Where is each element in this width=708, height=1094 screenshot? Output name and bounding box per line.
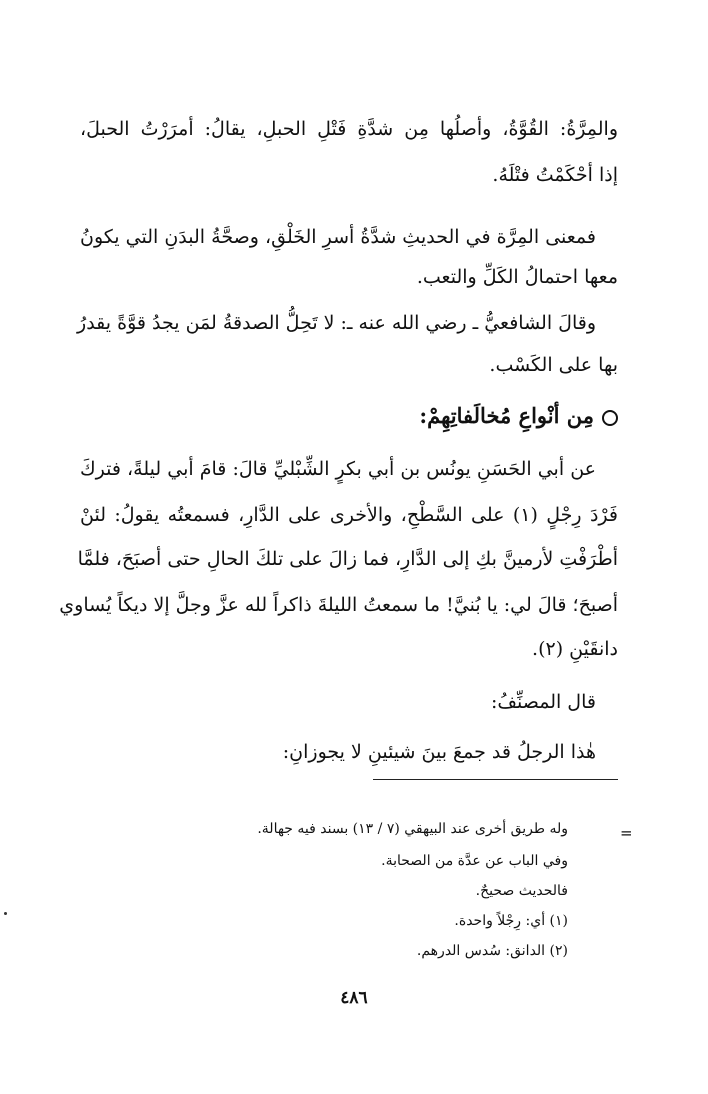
section-heading-text: مِن أنْواعِ مُخالَفاتِهِمْ: [419,403,594,428]
margin-dot [4,912,7,915]
footnote-line: وفي الباب عن عدَّة من الصحابة. [381,853,568,869]
footnote-divider [373,779,618,780]
continuation-mark: = [620,824,633,842]
body-line: إذا أحْكَمْتُ فتْلَهُ. [492,164,618,186]
body-line: أطْرَفْتِ لأرمينَّ بكِ إلى الدَّارِ، فما زالَ على تلكَ الحالِ حتى أصبَحَ، فلمَّا [77,548,618,570]
footnote-line: (٢) الدانق: سُدس الدرهم. [416,943,568,959]
footnote-line: فالحديث صحيحٌ. [475,883,568,899]
body-line: قال المصنِّفُ: [490,691,596,713]
body-line: والمِرَّةُ: القُوَّةُ، وأصلُها مِن شدَّةِ فَتْلِ الحبلِ، يقالُ: أمرَرْتُ الحبلَ، [80,118,618,140]
body-line: عن أبي الحَسَنِ يونُس بن أبي بكرٍ الشِّبْليِّ قالَ: قامَ أبي ليلةً، فتركَ [80,458,596,480]
body-line: هٰذا الرجلُ قد جمعَ بينَ شيئينِ لا يجوزانِ: [282,741,596,763]
body-line: بها على الكَسْب. [489,354,618,376]
body-line: فَرْدَ رِجْلٍ (١) على السَّطْحِ، والأخرى على الدَّارِ، فسمعتُه يقولُ: لئنْ [80,504,618,526]
section-heading [419,400,618,432]
circle-bullet-icon [602,410,618,426]
body-line: دانقَيْنِ (٢). [532,638,618,660]
body-line: فمعنى المِرَّة في الحديثِ شدَّةُ أسرِ الخَلْقِ، وصحَّةُ البدَنِ التي يكونُ [80,226,596,248]
body-line: وقالَ الشافعيُّ ـ رضي الله عنه ـ: لا تَحِلُّ الصدقةُ لمَن يجدُ قوَّةً يقدرُ [77,312,596,334]
body-line: معها احتمالُ الكَلِّ والتعب. [416,266,618,288]
page-number: ٤٨٦ [340,988,368,1008]
footnote-line: وله طريق أخرى عند البيهقي (٧ / ١٣) بسند فيه جهالة. [257,821,568,837]
body-line: أصبحَ؛ قالَ لي: يا بُنيَّ! ما سمعتُ الليلةَ ذاكراً لله عزَّ وجلَّ إلا ديكاً يُساوي [59,594,618,616]
footnote-line: (١) أي: رِجْلاً واحدة. [454,913,568,929]
